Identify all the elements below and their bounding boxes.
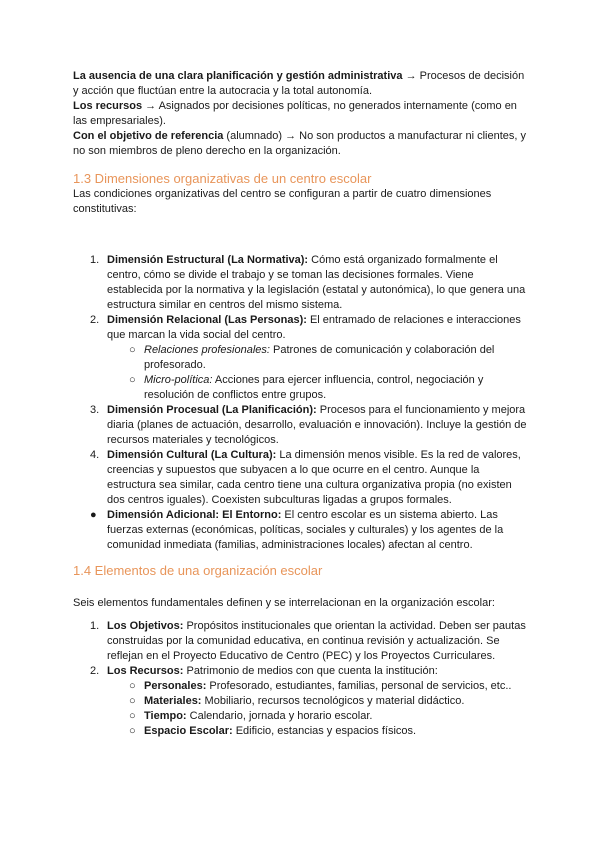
intro-paragraph-1: La ausencia de una clara planificación y gestión administrativa → Procesos de decisión y acción que fluctúan entre la autocracia y la total autonomía. bbox=[73, 70, 525, 97]
list-marker: 1. bbox=[90, 620, 100, 632]
dimensiones-list bbox=[73, 253, 530, 553]
list-marker: 4. bbox=[90, 449, 100, 461]
intro-paragraph-3: Con el objetivo de referencia (alumnado) → No son productos a manufacturar ni clientes, y no son miembros de pleno derecho en la organización. bbox=[73, 130, 527, 157]
list-marker: 3. bbox=[90, 404, 100, 416]
section-intro-dimensiones: Las condiciones organizativas del centro se configuran a partir de cuatro dimensiones constitutivas: bbox=[73, 188, 492, 215]
list-item: 1. Los Objetivos: Propósitos institucionales que orientan la actividad. Deben ser pautas construidas por la comunidad educativa, en continua revisión y actualización. Se reflejan en el Proyecto Educativo de Centro (PEC) y los Proyectos Curriculares. bbox=[90, 620, 526, 662]
list-marker: 2. bbox=[90, 314, 100, 326]
sub-list-item: ○ Espacio Escolar: Edificio, estancias y espacios físicos. bbox=[129, 725, 417, 737]
list-item: 2. Dimensión Relacional (Las Personas): El entramado de relaciones e interacciones que marcan la vida social del centro. bbox=[90, 314, 521, 341]
list-marker: 1. bbox=[90, 254, 100, 266]
circle-bullet-icon: ○ bbox=[129, 680, 136, 692]
section-heading-dimensiones: 1.3 Dimensiones organizativas de un centro escolar bbox=[73, 171, 372, 186]
list-item: 4. Dimensión Cultural (La Cultura): La dimensión menos visible. Es la red de valores, creencias y supuestos que subyacen a lo que ocurre en el centro. Aunque la estructura sea similar, cada centro tiene una cultura organizativa propia (no existen dos centros iguales). Coexisten subculturas ligadas a grupos formales. bbox=[90, 449, 521, 506]
circle-bullet-icon: ○ bbox=[129, 695, 136, 707]
list-item: 3. Dimensión Procesual (La Planificación): Procesos para el funcionamiento y mejora diaria (planes de actuación, desarrollo, evaluación e innovación). Incluye la gestión de recursos materiales y tecnológicos. bbox=[90, 404, 527, 446]
elementos-list bbox=[73, 619, 530, 739]
intro-paragraph-2: Los recursos → Asignados por decisiones políticas, no generados internamente (como en las empresariales). bbox=[73, 100, 517, 127]
list-marker: 2. bbox=[90, 665, 100, 677]
filled-bullet-icon: ● bbox=[90, 509, 97, 521]
section-intro-elementos: Seis elementos fundamentales definen y se interrelacionan en la organización escolar: bbox=[73, 597, 495, 609]
circle-bullet-icon: ○ bbox=[129, 374, 136, 386]
list-item: 1. Dimensión Estructural (La Normativa): Cómo está organizado formalmente el centro, cómo se divide el trabajo y se toman las decisiones formales. Viene establecida por la normativa y la legislación (estatal y autonómica), lo que genera una estructura similar en centros del mismo sistema. bbox=[90, 254, 526, 311]
sub-list-item: ○ Materiales: Mobiliario, recursos tecnológicos y material didáctico. bbox=[129, 695, 465, 707]
circle-bullet-icon: ○ bbox=[129, 710, 136, 722]
sub-list-item: ○ Micro-política: Acciones para ejercer influencia, control, negociación y resolución de conflictos entre grupos. bbox=[129, 374, 484, 401]
list-item: ● Dimensión Adicional: El Entorno: El centro escolar es un sistema abierto. Las fuerzas externas (económicas, políticas, sociales y culturales) y los agentes de la comunidad inmediata (familias, administraciones locales) afectan al centro. bbox=[90, 509, 504, 551]
section-heading-elementos: 1.4 Elementos de una organización escolar bbox=[73, 563, 323, 578]
sub-list-item: ○ Personales: Profesorado, estudiantes, familias, personal de servicios, etc.. bbox=[129, 680, 512, 692]
sub-list-item: ○ Relaciones profesionales: Patrones de comunicación y colaboración del profesorado. bbox=[129, 344, 495, 371]
circle-bullet-icon: ○ bbox=[129, 344, 136, 356]
list-item: 2. Los Recursos: Patrimonio de medios con que cuenta la institución: bbox=[90, 665, 438, 677]
sub-list-item: ○ Tiempo: Calendario, jornada y horario escolar. bbox=[129, 710, 373, 722]
circle-bullet-icon: ○ bbox=[129, 725, 136, 737]
